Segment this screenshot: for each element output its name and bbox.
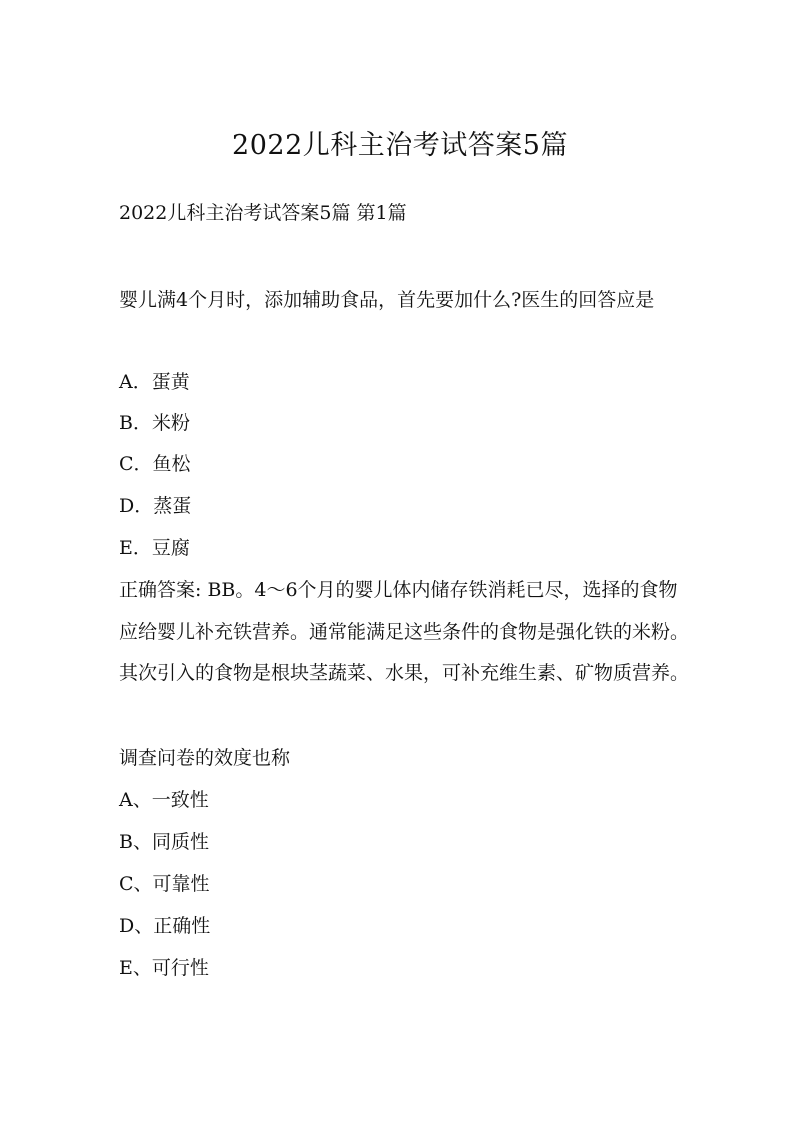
question-1-option-a: A．蛋黄: [119, 371, 190, 393]
question-1-option-e: E．豆腐: [119, 537, 190, 559]
question-1-option-b: B．米粉: [119, 412, 190, 434]
document-title: 2022儿科主治考试答案5篇: [232, 130, 568, 161]
question-1-option-c: C．鱼松: [119, 453, 191, 475]
question-2-option-a: A、一致性: [119, 789, 209, 811]
question-2-option-c: C、可靠性: [119, 873, 210, 895]
question-2-option-e: E、可行性: [119, 957, 209, 979]
question-1-answer: 正确答案: BB。4～6个月的婴儿体内储存铁消耗已尽，选择的食物应给婴儿补充铁营养。通常能满足这些条件的食物是强化铁的米粉。其次引入的食物是根块茎蔬菜、水果，可补充维生素、矿物质营养。: [119, 579, 690, 684]
question-2-option-d: D、正确性: [119, 915, 211, 937]
question-1-option-d: D．蒸蛋: [119, 495, 192, 517]
section-subtitle: 2022儿科主治考试答案5篇 第1篇: [119, 202, 407, 224]
question-2-text: 调查问卷的效度也称: [119, 747, 291, 769]
question-2-option-b: B、同质性: [119, 831, 209, 853]
question-1-text: 婴儿满4个月时，添加辅助食品，首先要加什么?医生的回答应是: [119, 289, 655, 311]
